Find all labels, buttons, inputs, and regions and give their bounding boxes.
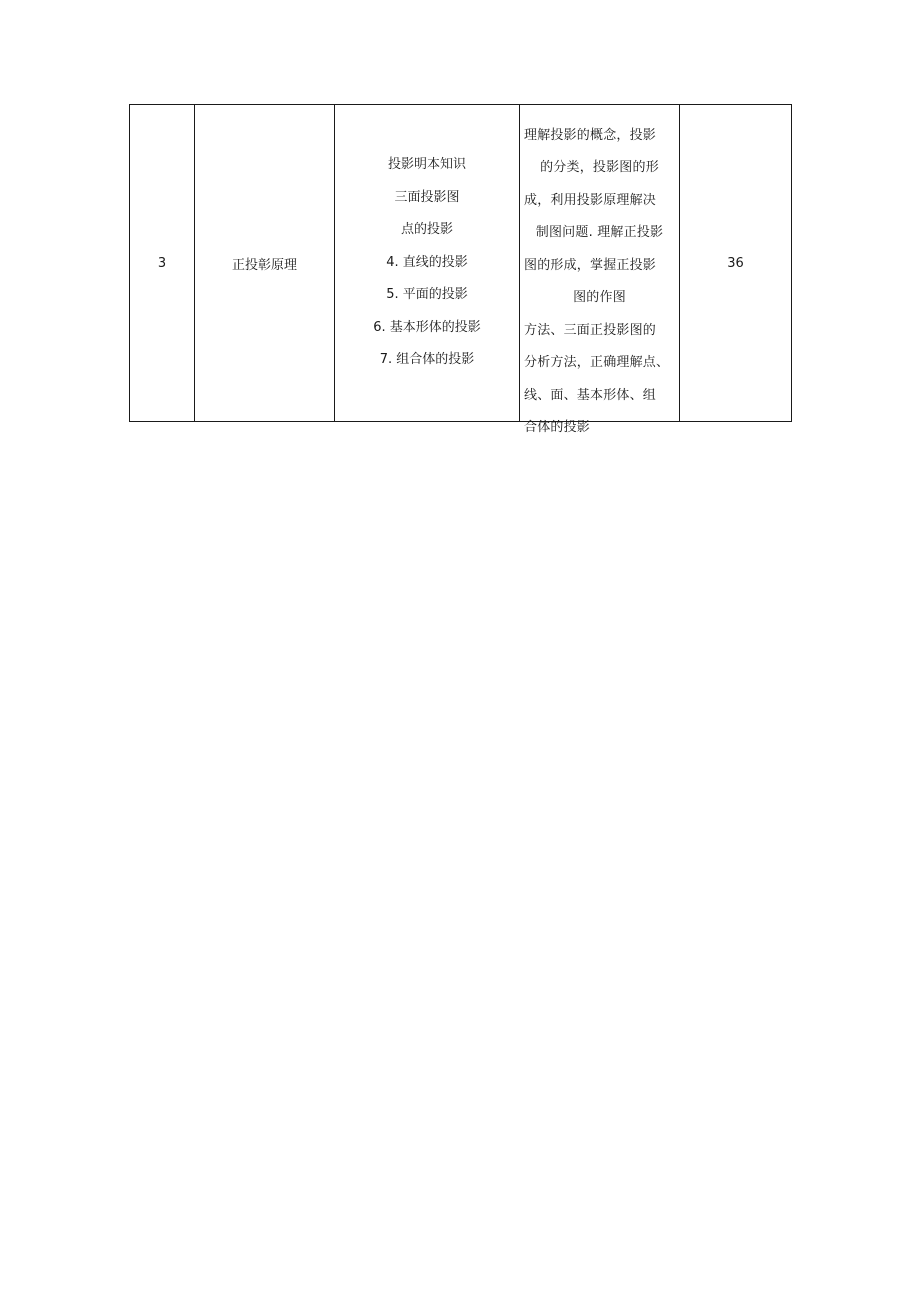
topic-item: 4. 直线的投影 xyxy=(386,254,468,270)
topic-list xyxy=(335,149,519,377)
goal-line: 制图问题. 理解正投影 xyxy=(535,225,664,240)
course-table xyxy=(129,104,792,435)
hours-cell: 36 xyxy=(680,105,792,422)
goals-cell xyxy=(520,105,680,435)
goal-line: 线、面、基本形体、组 xyxy=(524,387,657,403)
topic-item: 投影明本知识 xyxy=(387,157,466,173)
topic-item: 7. 组合体的投影 xyxy=(379,352,475,368)
goal-line: 理解投影的概念，投影 xyxy=(524,127,657,143)
topic-item: 点的投影 xyxy=(400,222,453,238)
goal-line: 成，利用投影原理解决 xyxy=(524,192,657,208)
goal-line: 图的作图 xyxy=(573,290,626,305)
chapter-name-cell: 正投彰原理 xyxy=(195,105,335,422)
goal-line: 合体的投影 xyxy=(524,420,591,435)
topic-item: 5. 平面的投影 xyxy=(386,287,468,303)
topic-item: 6. 基本形体的投影 xyxy=(373,319,481,335)
goals-text xyxy=(520,110,679,435)
topics-cell xyxy=(335,105,520,422)
table-row xyxy=(130,105,792,422)
goal-line: 方法、三面正投影图的 xyxy=(524,322,657,338)
goal-line: 的分类，投影图的形 xyxy=(540,160,659,175)
row-number-cell: 3 xyxy=(130,105,195,422)
topic-item: 三面投影图 xyxy=(394,189,460,205)
goal-line: 图的形成，掌握正投影 xyxy=(524,257,657,273)
goal-line: 分析方法，正确理解点、 xyxy=(524,355,670,370)
